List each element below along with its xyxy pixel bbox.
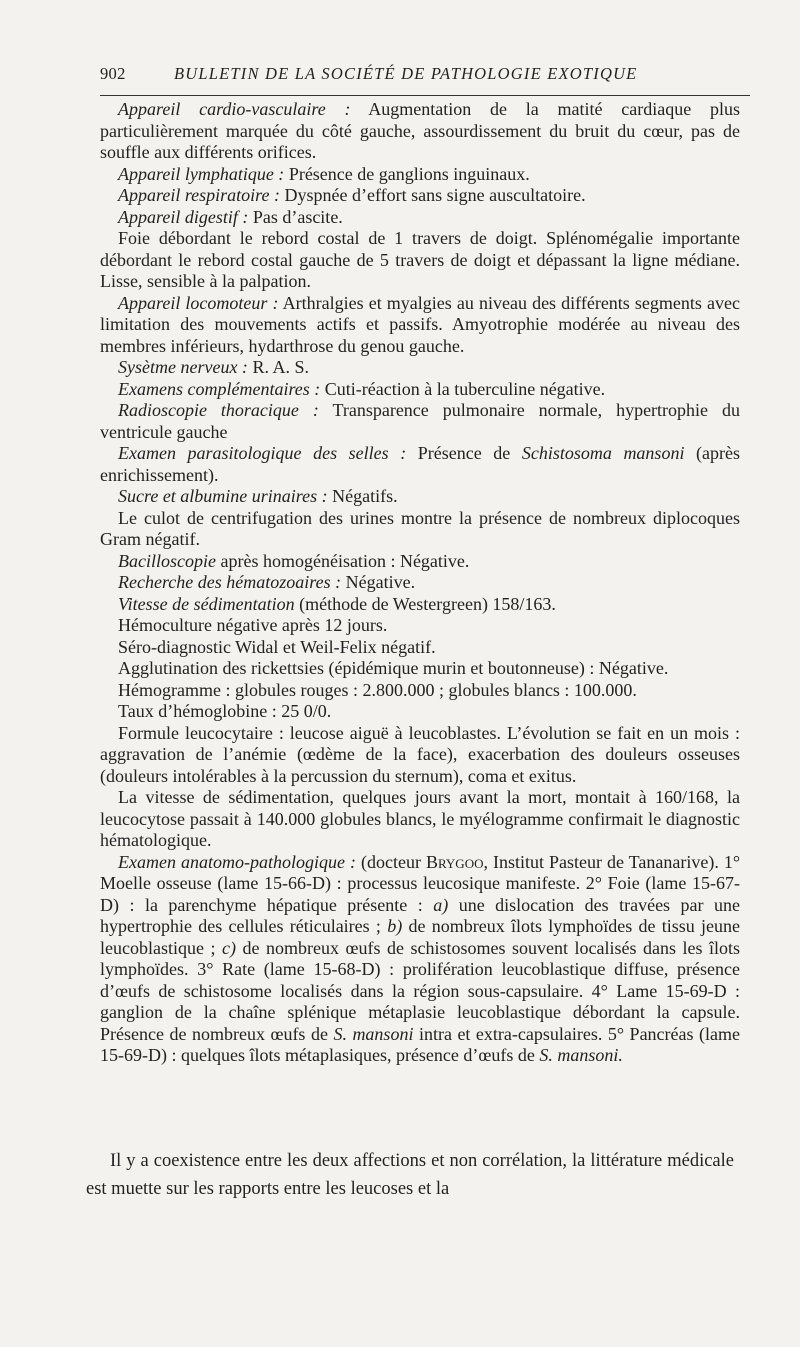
conclusion-text	[86, 1147, 734, 1203]
paragraph-text: Présence de	[406, 443, 522, 463]
finding-paragraph	[100, 658, 740, 680]
paragraph-lead: Appareil respiratoire :	[118, 185, 280, 205]
paragraph-lead: Recherche des hématozoaires :	[118, 572, 342, 592]
item-marker: c)	[222, 937, 236, 958]
paragraph-text: une dislocation des travées par une hypertrophie des cellules réticulaires ;	[100, 894, 740, 936]
paragraph-text: Transparence pulmonaire normale, hypertrophie du ventricule gauche	[100, 400, 740, 442]
finding-paragraph	[100, 228, 740, 293]
clinical-findings-text	[100, 99, 740, 1067]
paragraph-text: Dyspnée d’effort sans signe auscultatoire.	[279, 185, 586, 205]
paragraph-lead: Appareil cardio-vasculaire :	[118, 99, 351, 119]
paragraph-lead: Radioscopie thoracique :	[118, 400, 319, 420]
paragraph-lead: Sysètme nerveux :	[118, 357, 248, 377]
paragraph-text: de nombreux œufs de schistosomes souvent localisés dans les îlots lymphoïdes. 3° Rate (lame 15-68-D) : prolifération leucoblastique diffuse, présence d’œufs de schistosome localisés dans la région sous-capsulaire. 4° Lame 15-69-D : ganglion de la chaîne splénique métaplasie leucoblastique débordant la capsule. Présence de nombreux œufs de	[100, 937, 741, 1044]
finding-paragraph	[100, 701, 740, 723]
paragraph-lead: Appareil locomoteur :	[118, 292, 279, 313]
paragraph-text: La vitesse de sédimentation, quelques jours avant la mort, montait à 160/168, la leucocytose passait à 140.000 globules blancs, le myélogramme confirmait le diagnostic hématologique.	[100, 787, 740, 850]
paragraph-lead: Appareil digestif :	[118, 206, 249, 227]
finding-paragraph	[100, 486, 740, 508]
paragraph-text: Négatifs.	[327, 486, 398, 506]
paragraph-lead: Vitesse de sédimentation	[118, 593, 295, 614]
header-rule	[100, 95, 750, 96]
finding-paragraph	[100, 99, 740, 164]
paragraph-text: (méthode de Westergreen) 158/163.	[294, 593, 556, 614]
paragraph-text: Foie débordant le rebord costal de 1 travers de doigt. Splénomégalie importante débordant le rebord costal gauche de 5 travers de doigt et dépassant la ligne médiane. Lisse, sensible à la palpation.	[100, 228, 740, 291]
paragraph-text: Formule leucocytaire : leucose aiguë à leucoblastes. L’évolution se fait en un mois : aggravation de l’anémie (œdème de la face), exacerbation des douleurs osseuses (douleurs intolérables à la percussion du sternum), coma et exitus.	[100, 722, 740, 786]
paragraph-text: Hémogramme : globules rouges : 2.800.000 ; globules blancs : 100.000.	[118, 679, 637, 700]
finding-paragraph	[100, 357, 740, 379]
paragraph-lead: Sucre et albumine urinaires :	[118, 486, 328, 506]
finding-paragraph	[100, 185, 740, 207]
paragraph-text: Présence de ganglions inguinaux.	[284, 163, 530, 184]
finding-paragraph	[100, 594, 740, 616]
paragraph-text: Négative.	[341, 572, 416, 592]
paragraph-text: , Institut Pasteur de Tananarive). 1° Moelle osseuse (lame 15-66-D) : processus leucosique manifeste. 2° Foie (lame 15-67-D) : la parenchyme hépatique présente :	[100, 851, 741, 915]
pathology-paragraph	[100, 852, 740, 1067]
paragraph-text: Pas d’ascite.	[248, 206, 343, 227]
item-marker: a)	[433, 894, 449, 915]
paragraph-text: intra et extra-capsulaires. 5° Pancréas (lame 15-69-D) : quelques îlots métaplasiques, présence d’œufs de	[100, 1023, 740, 1065]
paragraph-text: Le culot de centrifugation des urines montre la présence de nombreux diplocoques Gram négatif.	[100, 507, 740, 549]
paragraph-text: (après enrichissement).	[100, 443, 740, 485]
finding-paragraph	[100, 508, 740, 551]
journal-title: BULLETIN DE LA SOCIÉTÉ DE PATHOLOGIE EXOTIQUE	[174, 64, 638, 83]
conclusion-paragraph: Il y a coexistence entre les deux affections et non corrélation, la littérature médicale est muette sur les rapports entre les leucoses et la	[86, 1151, 734, 1199]
paragraph-text: Arthralgies et myalgies au niveau des différents segments avec limitation des mouvements actifs et passifs. Amyotrophie modérée au niveau des membres inférieurs, hydarthrose du genou gauche.	[100, 292, 740, 356]
finding-paragraph	[100, 443, 740, 486]
item-marker: b)	[387, 916, 403, 936]
paragraph-text: de nombreux îlots lymphoïdes de tissu jeune leucoblastique ;	[100, 916, 740, 958]
paragraph-text: après homogénéisation : Négative.	[215, 550, 470, 571]
finding-paragraph	[100, 680, 740, 702]
finding-paragraph	[100, 400, 740, 443]
paragraph-text: Taux d’hémoglobine : 25 0/0.	[118, 701, 332, 721]
paragraph-lead: Bacilloscopie	[118, 550, 216, 571]
finding-paragraph	[100, 293, 740, 358]
paragraph-text: Augmentation de la matité cardiaque plus particulièrement marquée du côté gauche, assourdissement du bruit du cœur, pas de souffle aux différents orifices.	[100, 99, 740, 162]
finding-paragraph	[100, 615, 740, 637]
paragraph-lead: Examen anatomo-pathologique :	[118, 851, 356, 872]
paragraph-lead: Examen parasitologique des selles :	[118, 443, 407, 463]
page-header	[100, 62, 750, 88]
finding-paragraph	[100, 723, 740, 788]
finding-paragraph	[100, 551, 740, 573]
paragraph-text: Agglutination des rickettsies (épidémique murin et boutonneuse) : Négative.	[118, 658, 669, 678]
finding-paragraph	[100, 207, 740, 229]
paragraph-lead: Appareil lymphatique :	[118, 163, 285, 184]
species-name: S. mansoni	[333, 1023, 414, 1044]
paragraph-text: Séro-diagnostic Widal et Weil-Felix négatif.	[118, 636, 436, 657]
author-name: Brygoo	[425, 851, 484, 872]
finding-paragraph	[100, 164, 740, 186]
finding-paragraph	[100, 572, 740, 594]
finding-paragraph	[100, 379, 740, 401]
finding-paragraph	[100, 637, 740, 659]
paragraph-lead: Examens complémentaires :	[118, 378, 321, 399]
species-name: Schistosoma mansoni	[521, 443, 685, 463]
paragraph-text: (docteur	[355, 851, 426, 872]
paragraph-text: R. A. S.	[247, 357, 309, 377]
finding-paragraph	[100, 787, 740, 852]
paragraph-text: Cuti-réaction à la tuberculine négative.	[320, 378, 606, 399]
species-name: S. mansoni.	[539, 1045, 623, 1065]
page-number: 902	[100, 64, 126, 83]
paragraph-text: Hémoculture négative après 12 jours.	[118, 615, 388, 635]
